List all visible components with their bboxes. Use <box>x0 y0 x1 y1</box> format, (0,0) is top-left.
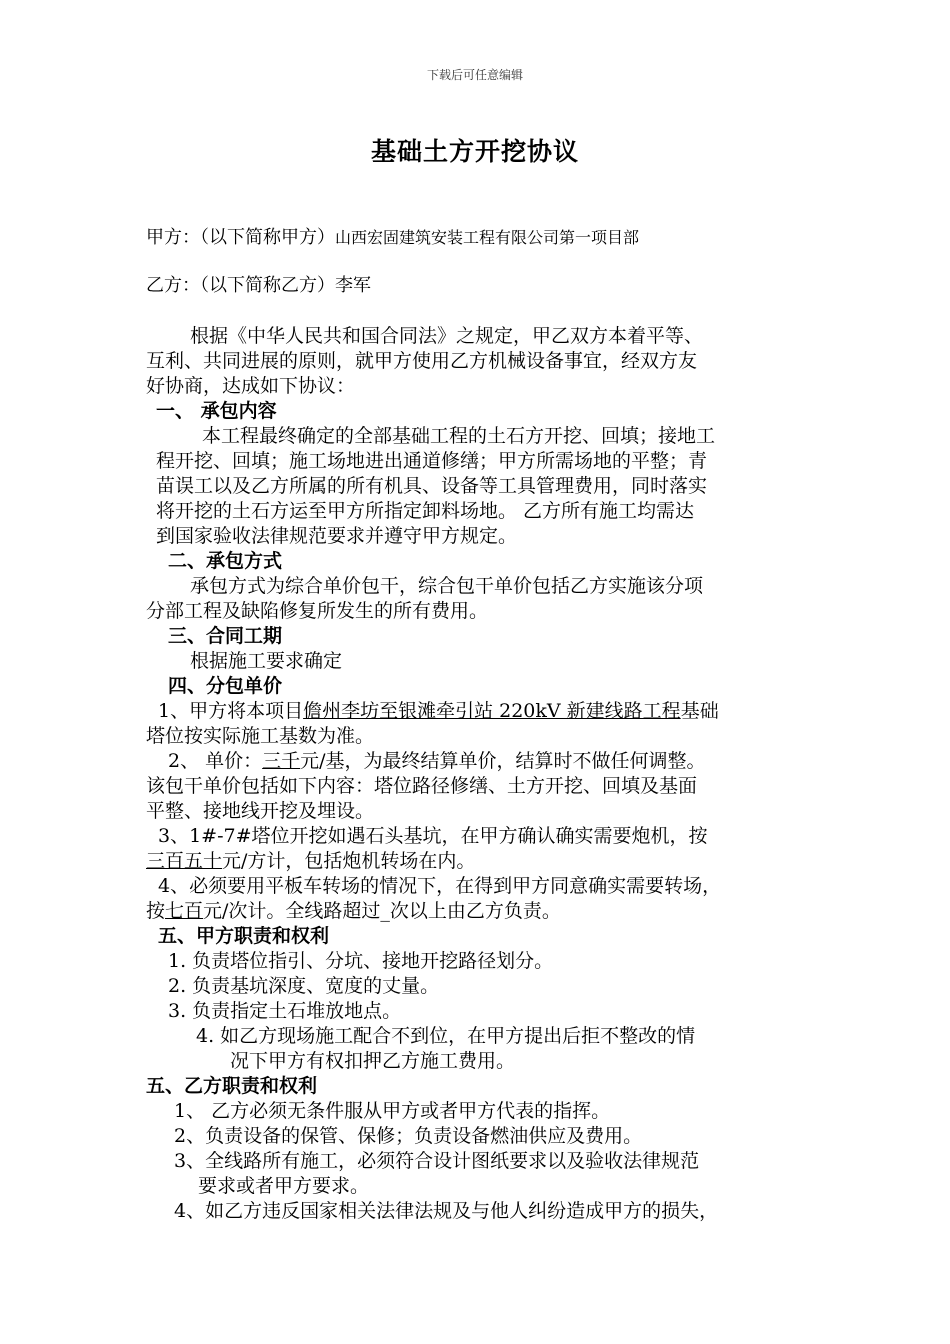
section-4-line: 该包干单价包括如下内容：塔位路径修缮、土方开挖、回填及基面 <box>146 775 698 797</box>
intro-line: 好协商，达成如下协议： <box>146 375 356 397</box>
list-item: 4、如乙方违反国家相关法律法规及与他人纠纷造成甲方的损失， <box>174 1200 719 1222</box>
header-note: 下载后可任意编辑 <box>426 68 523 82</box>
section-2-heading: 二、承包方式 <box>168 550 283 572</box>
section-5b-heading: 五、乙方职责和权利 <box>146 1075 318 1097</box>
rock-price: 三百五十 <box>146 850 223 872</box>
project-name: 儋州李坊至银滩牵引站 220kV 新建线路工程 <box>303 700 681 722</box>
item-text: 基础 <box>680 700 719 722</box>
list-item: 况下甲方有权扣押乙方施工费用。 <box>230 1050 516 1072</box>
intro-line: 互利、共同进展的原则，就甲方使用乙方机械设备事宜，经双方友 <box>146 350 698 372</box>
item-text: 1、甲方将本项目 <box>158 700 304 722</box>
section-2-line: 分部工程及缺陷修复所发生的所有费用。 <box>146 600 489 622</box>
party-b-alias: （以下简称乙方） <box>200 275 335 296</box>
party-a-name: 山西宏固建筑安装工程有限公司第一项目部 <box>335 228 640 247</box>
transfer-price: 七百 <box>165 900 204 922</box>
section-4-line: 塔位按实际施工基数为准。 <box>146 725 375 747</box>
list-item: 1. 负责塔位指引、分坑、接地开挖路径划分。 <box>168 950 554 972</box>
section-3-line: 根据施工要求确定 <box>190 650 343 672</box>
list-item: 1、 乙方必须无条件服从甲方或者甲方代表的指挥。 <box>174 1100 611 1122</box>
section-1-line: 到国家验收法律规范要求并遵守甲方规定。 <box>156 525 518 547</box>
section-1-line: 苗误工以及乙方所属的所有机具、设备等工具管理费用，同时落实 <box>156 475 708 497</box>
party-b-label: 乙方： <box>146 275 200 296</box>
item-text: 元/方计，包括炮机转场在内。 <box>222 850 476 872</box>
list-item: 2、负责设备的保管、保修；负责设备燃油供应及费用。 <box>174 1125 643 1147</box>
section-2-line: 承包方式为综合单价包干，综合包干单价包括乙方实施该分项 <box>190 575 704 597</box>
section-4-heading: 四、分包单价 <box>168 675 283 697</box>
item-text: 元/次计。全线路超过_次以上由乙方负责。 <box>203 900 561 922</box>
party-b-line <box>146 274 371 298</box>
section-4-line <box>146 849 475 873</box>
section-1-line: 将开挖的土石方运至甲方所指定卸料场地。 乙方所有施工均需达 <box>156 500 695 522</box>
unit-price: 三千 <box>262 750 301 772</box>
party-b-name: 李军 <box>335 275 371 296</box>
list-item: 3. 负责指定土石堆放地点。 <box>168 1000 402 1022</box>
section-4-item-4: 4、必须要用平板车转场的情况下，在得到甲方同意确实需要转场， <box>158 875 722 897</box>
section-1-line: 本工程最终确定的全部基础工程的土石方开挖、回填；接地工 <box>202 425 716 447</box>
party-a-line <box>146 226 639 250</box>
party-a-label: 甲方： <box>146 227 200 248</box>
section-4-line: 平整、接地线开挖及埋设。 <box>146 800 375 822</box>
section-3-heading: 三、合同工期 <box>168 625 283 647</box>
section-1-line: 程开挖、回填；施工场地进出通道修缮；甲方所需场地的平整；青 <box>156 450 708 472</box>
section-5a-heading: 五、甲方职责和权利 <box>158 925 330 947</box>
item-text: 2、 单价： <box>168 750 263 772</box>
item-text: 按 <box>146 900 166 922</box>
section-1-heading: 一、 承包内容 <box>156 400 277 422</box>
section-4-line <box>146 899 561 923</box>
list-item: 2. 负责基坑深度、宽度的丈量。 <box>168 975 440 997</box>
section-4-item-2 <box>168 749 706 773</box>
item-text: 元/基，为最终结算单价，结算时不做任何调整。 <box>300 750 706 772</box>
section-4-item-1 <box>158 699 719 723</box>
list-item: 要求或者甲方要求。 <box>198 1175 370 1197</box>
document-title: 基础土方开挖协议 <box>370 137 579 166</box>
intro-line: 根据《中华人民共和国合同法》之规定，甲乙双方本着平等、 <box>190 325 704 347</box>
list-item: 4. 如乙方现场施工配合不到位，在甲方提出后拒不整改的情 <box>196 1025 696 1047</box>
party-a-alias: （以下简称甲方） <box>200 227 335 248</box>
section-4-item-3: 3、1#-7#塔位开挖如遇石头基坑，在甲方确认确实需要炮机，按 <box>158 825 708 847</box>
list-item: 3、全线路所有施工，必须符合设计图纸要求以及验收法律规范 <box>174 1150 700 1172</box>
